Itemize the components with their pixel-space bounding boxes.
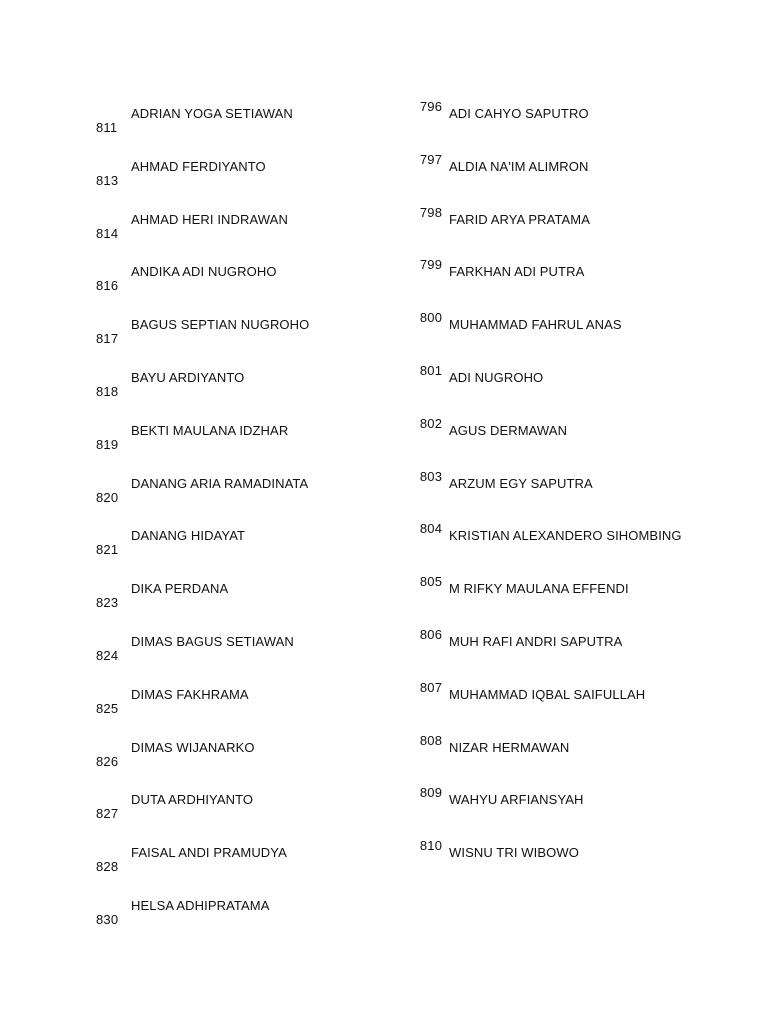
row-name: ANDIKA ADI NUGROHO [131,264,277,280]
row-number: 796 [419,99,443,114]
row-name: BAGUS SEPTIAN NUGROHO [131,317,310,333]
list-item [414,679,744,736]
list-item [414,785,744,841]
list-item [414,310,744,366]
row-name: FARKHAN ADI PUTRA [449,264,585,280]
list-item [414,574,744,630]
list-item [88,631,418,683]
row-name: ALDIA NA'IM ALIMRON [449,158,589,174]
list-item [414,838,744,894]
row-number: 798 [419,204,443,220]
row-number: 819 [96,436,119,452]
row-name: DANANG HIDAYAT [131,528,246,544]
list-item [88,842,418,894]
row-name: MUHAMMAD IQBAL SAIFULLAH [449,686,646,702]
row-name: AGUS DERMAWAN [449,422,568,438]
row-number: 817 [96,331,119,347]
row-number: 825 [96,700,119,716]
row-name: ADI CAHYO SAPUTRO [449,106,589,121]
list-item [88,367,418,419]
list-item [414,363,744,419]
row-number: 810 [419,838,443,854]
row-number: 797 [419,151,443,167]
row-name: AHMAD FERDIYANTO [131,158,266,174]
list-item [88,420,418,472]
row-name: M RIFKY MAULANA EFFENDI [449,581,629,597]
list-item [414,627,744,683]
row-name: AHMAD HERI INDRAWAN [131,211,288,227]
row-number: 811 [96,120,118,135]
list-item [88,261,418,313]
row-number: 813 [96,172,119,188]
row-name: MUHAMMAD FAHRUL ANAS [449,317,622,333]
list-item [414,99,744,155]
list-item [414,732,744,789]
row-name: DIMAS FAKHRAMA [131,686,249,702]
row-name: DUTA ARDHIYANTO [131,792,254,808]
row-number: 826 [96,753,119,769]
list-item [88,103,418,155]
row-number: 824 [96,648,119,663]
row-name: BAYU ARDIYANTO [131,370,245,385]
row-name: WAHYU ARFIANSYAH [449,792,584,808]
list-item [414,204,744,261]
list-item [88,789,418,841]
row-number: 818 [96,384,119,399]
list-item [88,209,418,261]
row-number: 827 [96,806,119,822]
list-item [414,151,744,208]
row-number: 808 [419,732,443,748]
row-name: HELSA ADHIPRATAMA [131,898,270,913]
row-number: 805 [419,574,443,590]
row-name: ARZUM EGY SAPUTRA [449,475,593,491]
row-name: NIZAR HERMAWAN [449,739,570,755]
row-number: 806 [419,627,443,642]
row-number: 804 [419,521,443,537]
list-item [414,415,744,472]
row-name: FARID ARYA PRATAMA [449,211,590,227]
row-name: WISNU TRI WIBOWO [449,845,579,861]
list-item [88,578,418,630]
row-number: 800 [419,310,443,326]
row-name: KRISTIAN ALEXANDERO SIHOMBING [449,528,682,544]
row-name: ADI NUGROHO [449,370,544,385]
list-item [88,473,418,525]
list-item [414,521,744,577]
row-number: 821 [96,542,119,558]
row-name: BEKTI MAULANA IDZHAR [131,422,289,438]
list-item [88,684,418,736]
row-number: 802 [419,415,443,431]
row-name: FAISAL ANDI PRAMUDYA [131,845,287,861]
row-name: DIMAS WIJANARKO [131,739,255,755]
row-name: MUH RAFI ANDRI SAPUTRA [449,634,623,649]
row-number: 799 [419,257,443,273]
row-number: 803 [419,468,443,484]
row-number: 816 [96,278,119,294]
row-number: 801 [419,363,443,378]
list-item [88,525,418,577]
row-number: 820 [96,489,119,505]
row-name: DANANG ARIA RAMADINATA [131,475,309,491]
list-item [88,737,418,789]
list-item [414,468,744,525]
row-name: DIMAS BAGUS SETIAWAN [131,634,294,649]
list-item [414,257,744,313]
list-item [88,895,418,947]
row-number: 814 [96,225,119,241]
row-number: 823 [96,595,119,611]
row-number: 809 [419,785,443,801]
row-name: ADRIAN YOGA SETIAWAN [131,106,293,121]
list-item [88,314,418,366]
list-item [88,156,418,208]
row-name: DIKA PERDANA [131,581,229,597]
row-number: 830 [96,912,119,927]
row-number: 828 [96,859,119,875]
row-number: 807 [419,679,443,695]
